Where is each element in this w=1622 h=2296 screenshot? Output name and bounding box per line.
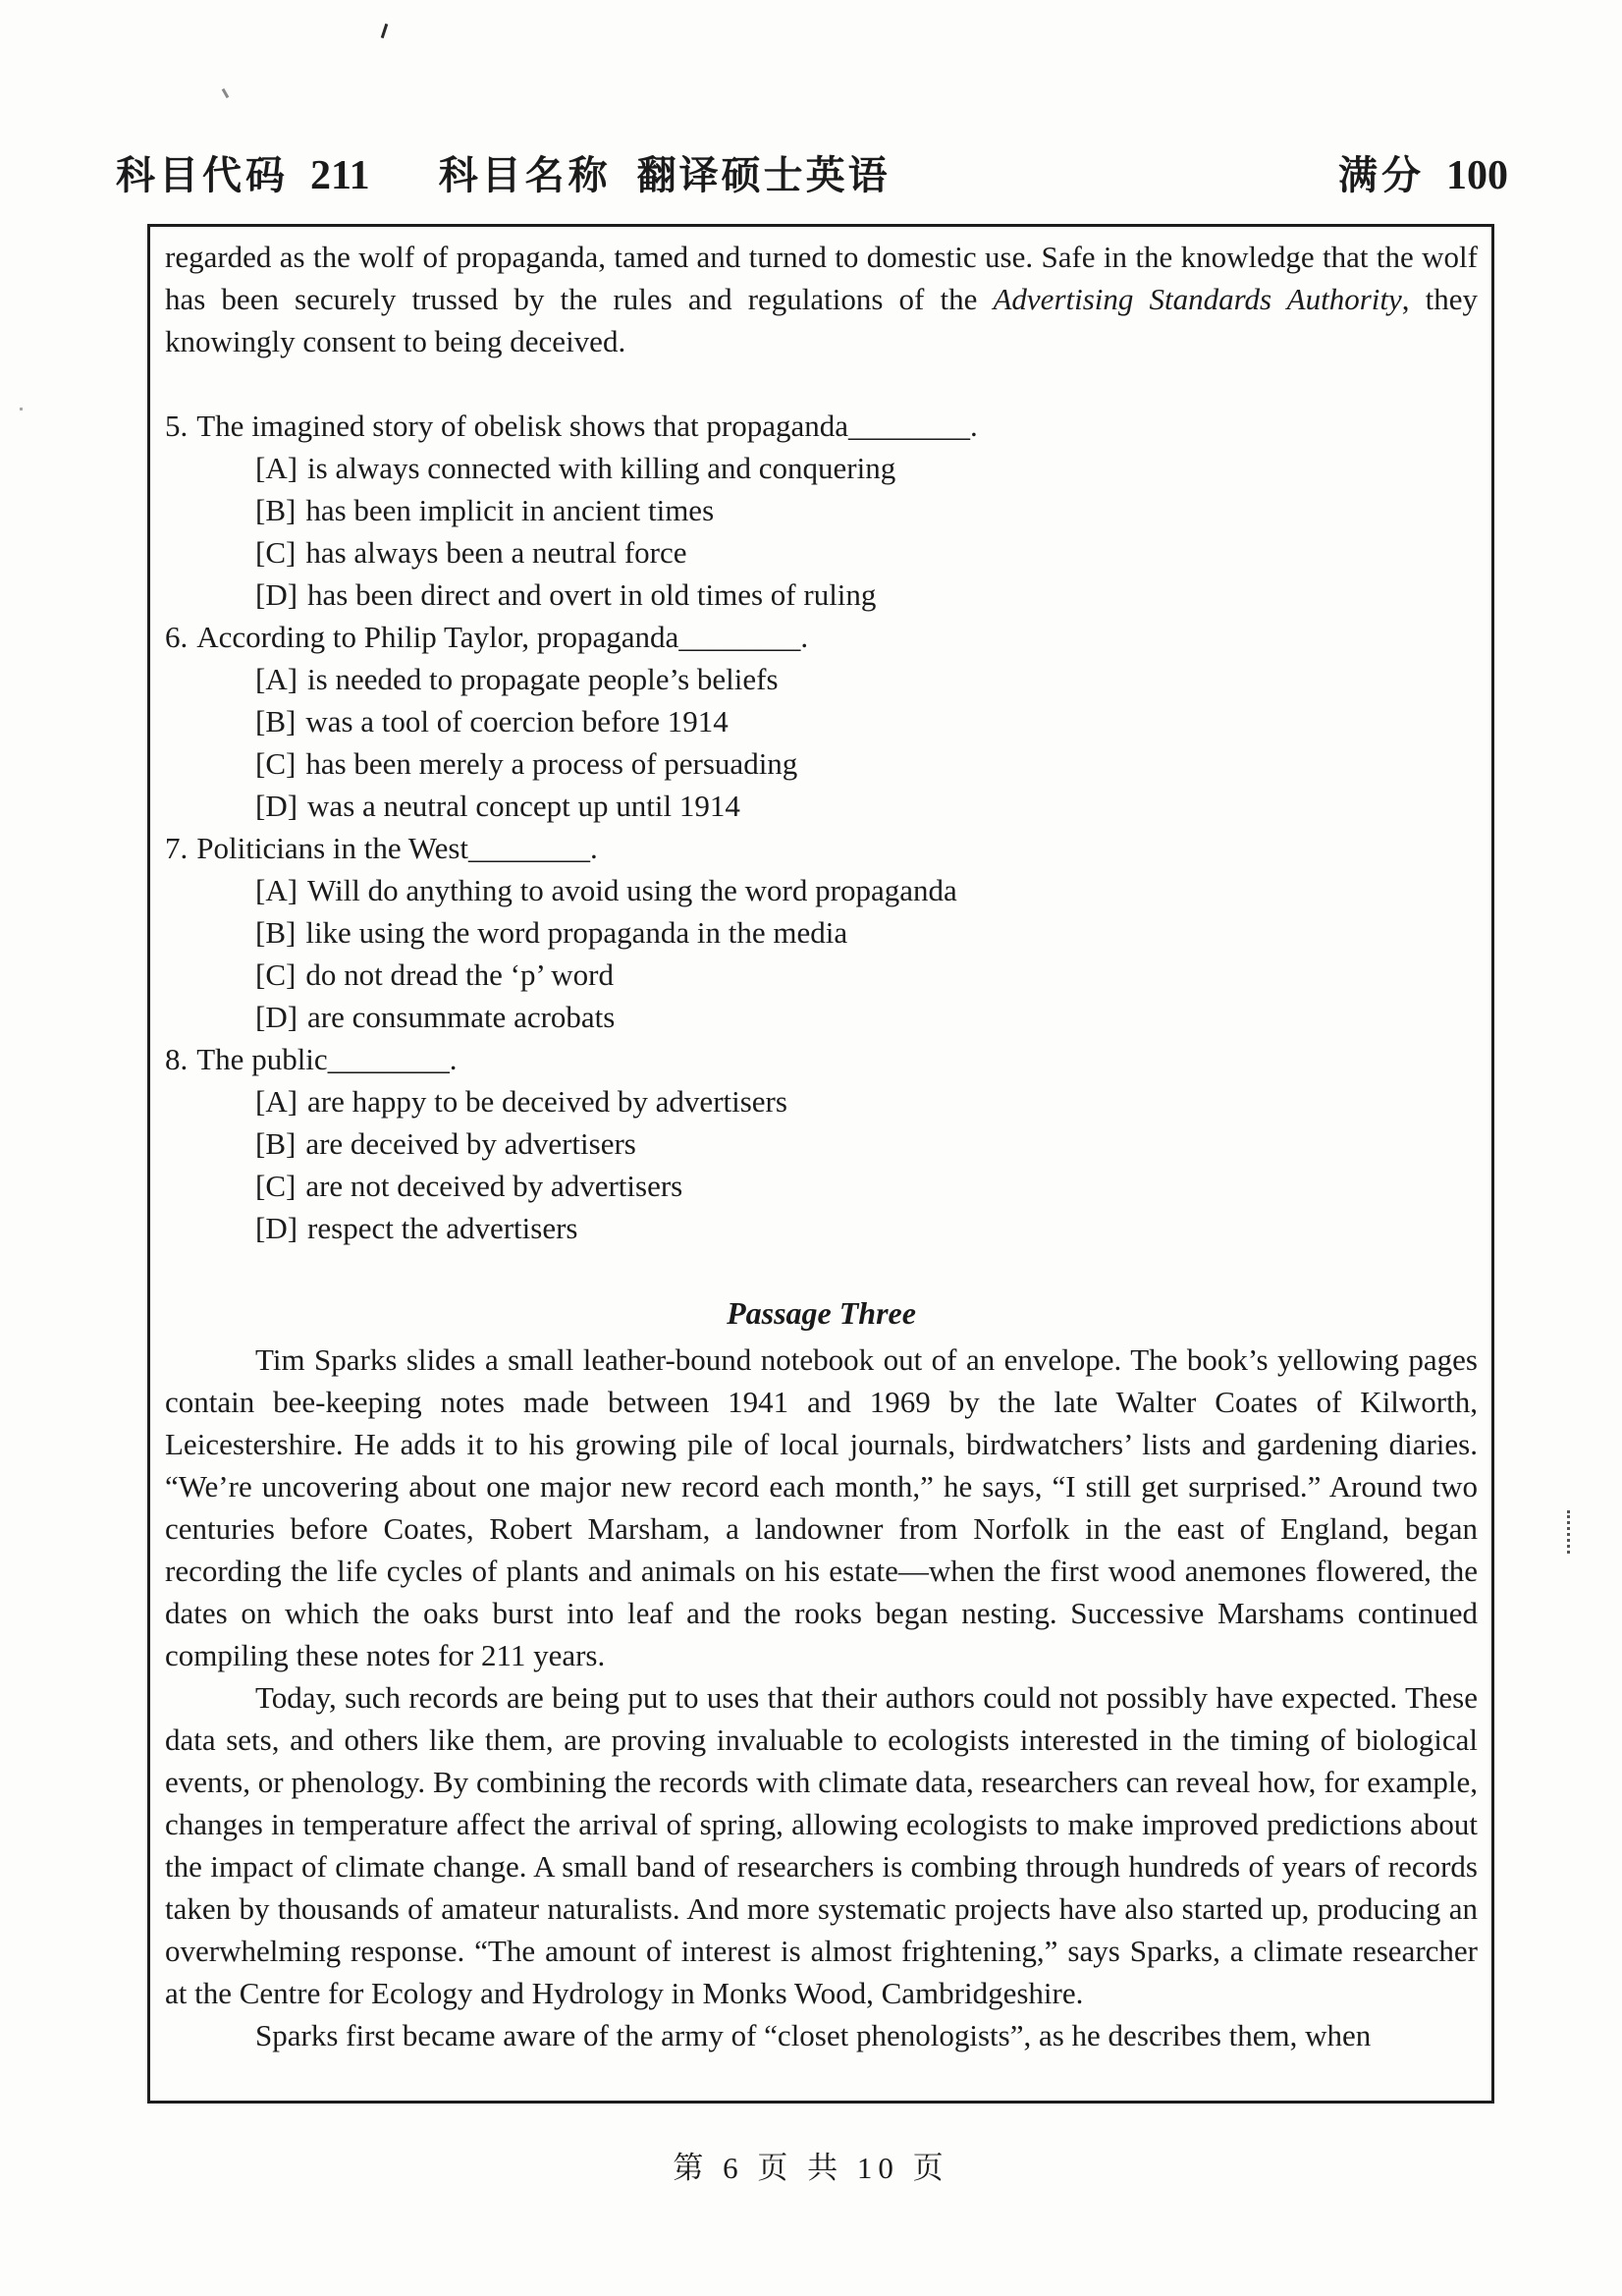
intro-text-italic: Advertising Standards Authority bbox=[993, 282, 1402, 316]
question-8 bbox=[165, 1038, 1478, 1080]
subject-name-label: 科目名称 bbox=[438, 153, 612, 197]
full-score-value: 100 bbox=[1446, 153, 1508, 198]
subject-code-value: 211 bbox=[310, 153, 370, 198]
question-7-option-b bbox=[165, 911, 1478, 954]
answer-blank: ________. bbox=[848, 409, 978, 443]
question-5-option-a bbox=[165, 447, 1478, 489]
scan-artifact bbox=[222, 88, 230, 98]
intro-text-post: , they knowingly consent to being deceived. bbox=[165, 282, 1478, 358]
option-text: is needed to propagate people’s beliefs bbox=[307, 662, 779, 696]
full-score bbox=[1338, 149, 1508, 202]
option-label: [D] bbox=[255, 789, 298, 823]
option-label: [B] bbox=[255, 915, 297, 950]
question-7-option-a bbox=[165, 869, 1478, 911]
option-label: [B] bbox=[255, 1126, 297, 1161]
intro-paragraph bbox=[165, 236, 1478, 362]
option-text: has been merely a process of persuading bbox=[305, 746, 798, 781]
option-label: [C] bbox=[255, 535, 297, 570]
question-5-option-b bbox=[165, 489, 1478, 531]
page-footer: 第 6 页 共 10 页 bbox=[673, 2151, 949, 2185]
option-label: [A] bbox=[255, 451, 298, 485]
option-text: is always connected with killing and conquering bbox=[307, 451, 896, 485]
question-6-option-c bbox=[165, 742, 1478, 785]
answer-blank: ________. bbox=[468, 831, 598, 865]
answer-blank: ________. bbox=[678, 620, 809, 654]
option-label: [A] bbox=[255, 1084, 298, 1119]
option-label: [A] bbox=[255, 662, 298, 696]
option-label: [B] bbox=[255, 493, 297, 527]
option-text: are happy to be deceived by advertisers bbox=[307, 1084, 787, 1119]
question-8-option-c bbox=[165, 1165, 1478, 1207]
question-7-option-c bbox=[165, 954, 1478, 996]
subject-name-value: 翻译硕士英语 bbox=[636, 153, 891, 197]
question-stem: The imagined story of obelisk shows that propaganda bbox=[196, 409, 849, 443]
question-8-option-a bbox=[165, 1080, 1478, 1122]
option-label: [C] bbox=[255, 1169, 297, 1203]
intro-text-pre: regarded as the wolf of propaganda, tamed and turned to domestic use. Safe in the knowledge that the wolf has been securely trussed by the rules and regulations of the bbox=[165, 240, 1478, 316]
page-header bbox=[116, 149, 1508, 202]
option-text: Will do anything to avoid using the word propaganda bbox=[307, 873, 957, 907]
question-stem: The public bbox=[196, 1042, 328, 1076]
option-label: [D] bbox=[255, 1211, 298, 1245]
scan-artifact bbox=[1567, 1510, 1570, 1554]
scan-artifact bbox=[381, 24, 388, 38]
question-number: 5. bbox=[165, 409, 189, 443]
question-6-option-d bbox=[165, 785, 1478, 827]
passage-title: Passage Three bbox=[727, 1295, 916, 1331]
option-label: [A] bbox=[255, 873, 298, 907]
subject-info bbox=[116, 149, 891, 202]
option-label: [C] bbox=[255, 957, 297, 992]
passage-paragraph-2: Today, such records are being put to uses that their authors could not possibly have expected. These data sets, and others like them, are proving invaluable to ecologists interested in the timing of biological events, or phenology. By combining the records with climate data, researchers can reveal how, for example, changes in temperature affect the arrival of spring, allowing ecologists to make improved predictions about the impact of climate change. A small band of researchers is combing through hundreds of years of records taken by thousands of amateur naturalists. And more systematic projects have also started up, producing an overwhelming response. “The amount of interest is almost frightening,” says Sparks, a climate researcher at the Centre for Ecology and Hydrology in Monks Wood, Cambridgeshire. bbox=[165, 1680, 1478, 2010]
option-text: has been direct and overt in old times of ruling bbox=[307, 577, 877, 612]
question-7 bbox=[165, 827, 1478, 869]
passage-paragraph-3: Sparks first became aware of the army of “closet phenologists”, as he describes them, when bbox=[255, 2018, 1372, 2052]
subject-code-label: 科目代码 bbox=[116, 153, 289, 197]
option-text: like using the word propaganda in the media bbox=[305, 915, 848, 950]
question-number: 7. bbox=[165, 831, 189, 865]
option-text: has always been a neutral force bbox=[305, 535, 687, 570]
option-text: are consummate acrobats bbox=[307, 1000, 616, 1034]
question-6 bbox=[165, 616, 1478, 658]
full-score-label: 满分 bbox=[1338, 153, 1425, 197]
option-label: [D] bbox=[255, 577, 298, 612]
question-8-option-d bbox=[165, 1207, 1478, 1249]
question-number: 6. bbox=[165, 620, 189, 654]
option-text: has been implicit in ancient times bbox=[305, 493, 715, 527]
question-6-option-b bbox=[165, 700, 1478, 742]
content-box bbox=[147, 224, 1494, 2104]
question-stem: Politicians in the West bbox=[196, 831, 469, 865]
option-label: [B] bbox=[255, 704, 297, 738]
option-label: [C] bbox=[255, 746, 297, 781]
option-text: was a neutral concept up until 1914 bbox=[307, 789, 740, 823]
option-text: respect the advertisers bbox=[307, 1211, 578, 1245]
question-5-option-c bbox=[165, 531, 1478, 574]
option-text: are not deceived by advertisers bbox=[305, 1169, 683, 1203]
question-8-option-b bbox=[165, 1122, 1478, 1165]
option-text: was a tool of coercion before 1914 bbox=[305, 704, 729, 738]
option-label: [D] bbox=[255, 1000, 298, 1034]
question-stem: According to Philip Taylor, propaganda bbox=[196, 620, 679, 654]
question-5-option-d bbox=[165, 574, 1478, 616]
scan-artifact bbox=[20, 408, 23, 410]
question-6-option-a bbox=[165, 658, 1478, 700]
question-5 bbox=[165, 405, 1478, 447]
passage-paragraph-1: Tim Sparks slides a small leather-bound notebook out of an envelope. The book’s yellowing pages contain bee-keeping notes made between 1941 and 1969 by the late Walter Coates of Kilworth, Leicestershire. He adds it to his growing pile of local journals, birdwatchers’ lists and gardening diaries. “We’re uncovering about one major new record each month,” he says, “I still get surprised.” Around two centuries before Coates, Robert Marsham, a landowner from Norfolk in the east of England, began recording the life cycles of plants and animals on his estate—when the first wood anemones flowered, the dates on which the oaks burst into leaf and the rooks began nesting. Successive Marshams continued compiling these notes for 211 years. bbox=[165, 1342, 1478, 1672]
question-number: 8. bbox=[165, 1042, 189, 1076]
answer-blank: ________. bbox=[327, 1042, 458, 1076]
option-text: are deceived by advertisers bbox=[305, 1126, 636, 1161]
question-7-option-d bbox=[165, 996, 1478, 1038]
option-text: do not dread the ‘p’ word bbox=[305, 957, 614, 992]
